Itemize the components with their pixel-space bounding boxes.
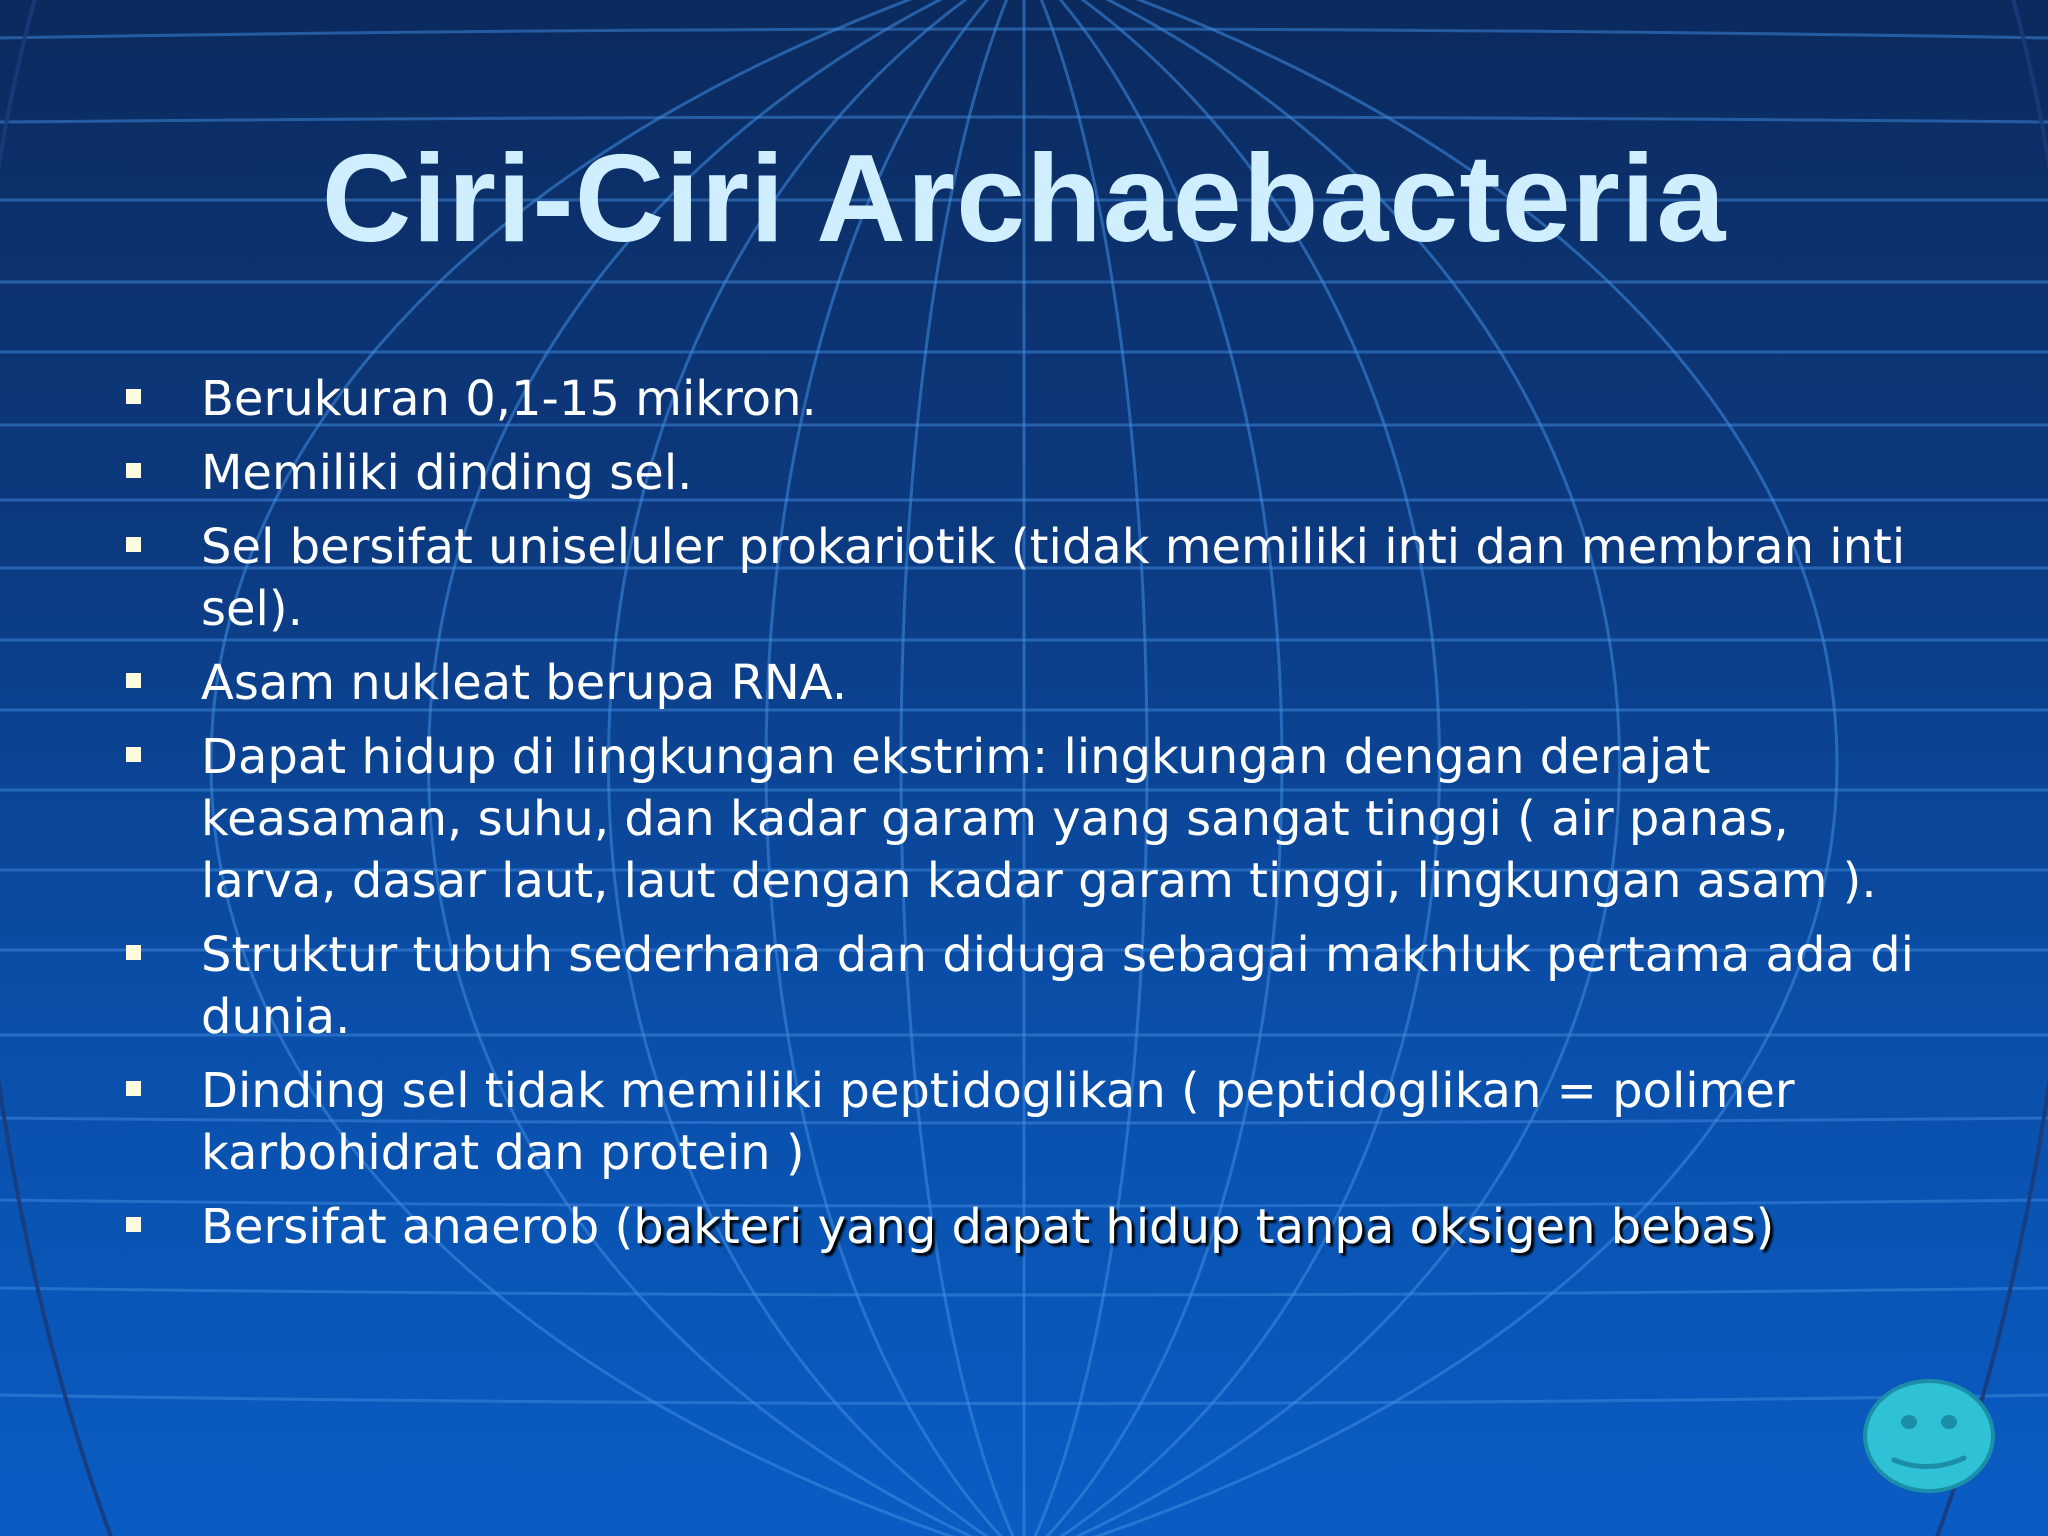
bullet-text: Asam nukleat berupa RNA.	[201, 655, 848, 711]
bullet-list	[124, 368, 1934, 1270]
bullet-text: Dapat hidup di lingkungan ekstrim: lingkungan dengan derajat keasaman, suhu, dan kadar garam yang sangat tinggi ( air panas, larva, dasar laut, laut dengan kadar garam tinggi, lingkungan asam ).	[201, 729, 1877, 909]
bullet-text-shadowed: bakteri yang dapat hidup tanpa oksigen bebas)	[633, 1199, 1775, 1255]
smiley-face-icon[interactable]	[1862, 1378, 1996, 1494]
list-item	[124, 1060, 1934, 1184]
list-item	[124, 1196, 1934, 1258]
list-item	[124, 924, 1934, 1048]
bullet-text: Struktur tubuh sederhana dan diduga sebagai makhluk pertama ada di dunia.	[201, 927, 1914, 1045]
square-bullet-icon	[126, 1081, 141, 1096]
square-bullet-icon	[126, 747, 141, 762]
bullet-text: Memiliki dinding sel.	[201, 445, 693, 501]
square-bullet-icon	[126, 945, 141, 960]
square-bullet-icon	[126, 537, 141, 552]
list-item	[124, 726, 1934, 912]
square-bullet-icon	[126, 1217, 141, 1232]
square-bullet-icon	[126, 463, 141, 478]
list-item	[124, 652, 1934, 714]
bullet-text: Berukuran 0,1-15 mikron.	[201, 371, 817, 427]
square-bullet-icon	[126, 389, 141, 404]
list-item	[124, 442, 1934, 504]
bullet-text: Dinding sel tidak memiliki peptidoglikan ( peptidoglikan = polimer karbohidrat dan protein )	[201, 1063, 1795, 1181]
square-bullet-icon	[126, 673, 141, 688]
list-item	[124, 368, 1934, 430]
bullet-text: Bersifat anaerob (	[201, 1199, 634, 1255]
list-item	[124, 516, 1934, 640]
bullet-text: Sel bersifat uniseluler prokariotik (tidak memiliki inti dan membran inti sel).	[201, 519, 1906, 637]
slide-title: Ciri-Ciri Archaebacteria	[321, 130, 1727, 268]
